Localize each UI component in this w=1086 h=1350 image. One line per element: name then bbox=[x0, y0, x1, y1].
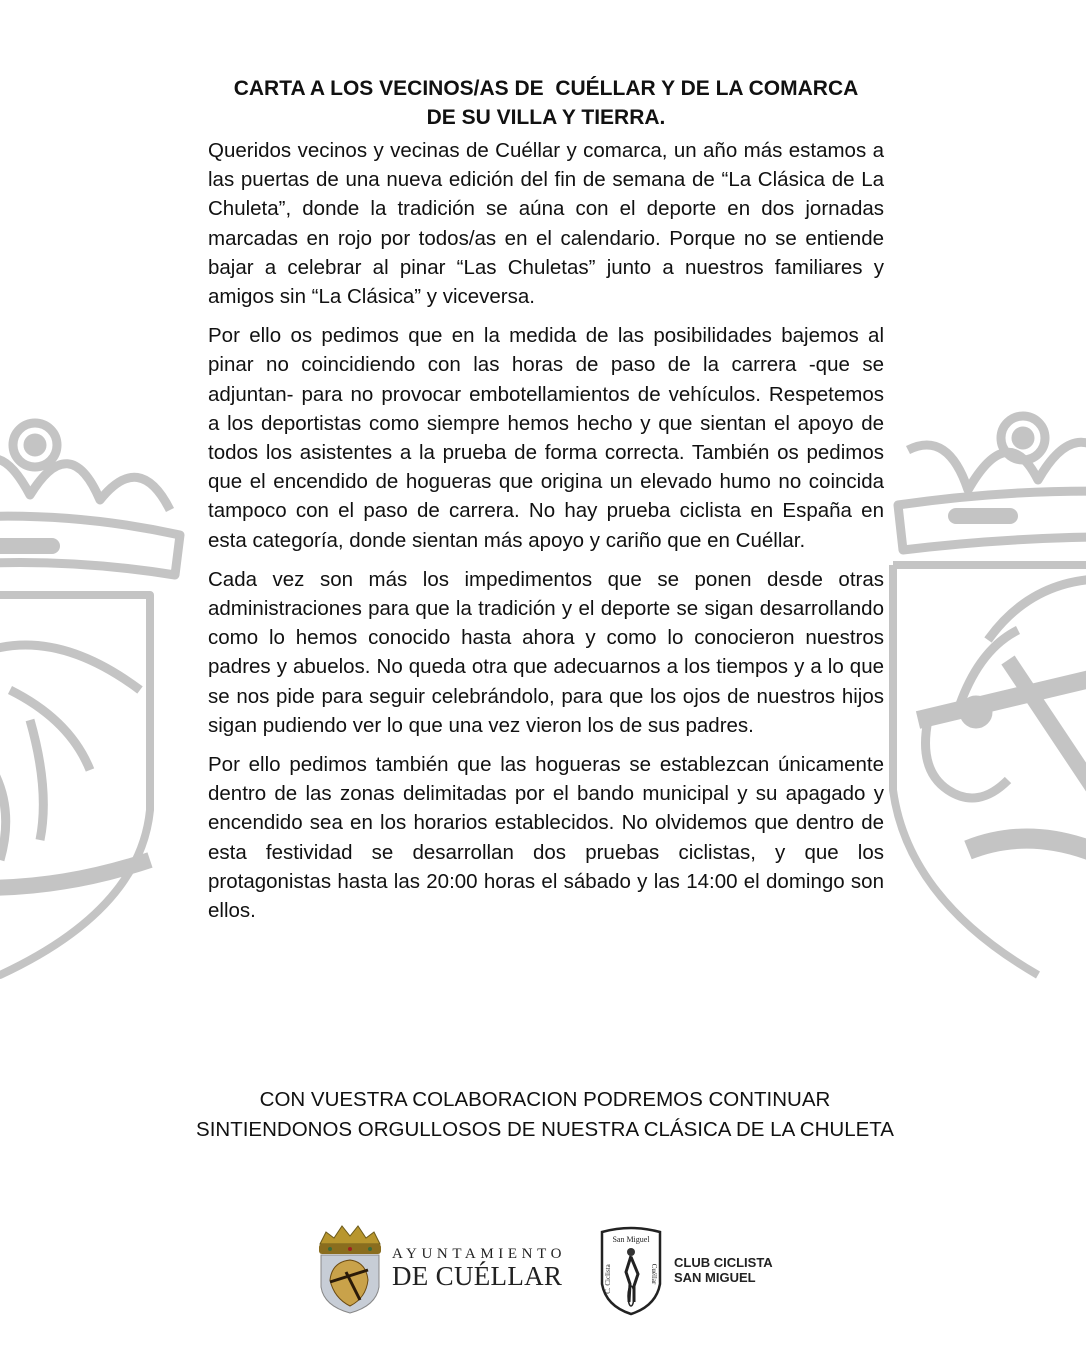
ayuntamiento-logo bbox=[316, 1222, 566, 1314]
badge-left-text: C. Ciclista bbox=[604, 1264, 612, 1294]
paragraph-bonfires: Por ello pedimos también que las hogueras se establezcan únicamente dentro de las zonas delimitadas por el bando municipal y su apagado y encendido sea en los horarios establecidos. No olvidemos que dentro de esta festividad se desarrollan dos pruebas ciclistas, y que los protagonistas hasta las 20:00 horas el sábado y las 14:00 el domingo son ellos. bbox=[208, 753, 884, 923]
club-name-line2: SAN MIGUEL bbox=[674, 1270, 756, 1285]
cuellar-crest-icon bbox=[316, 1222, 384, 1314]
badge-top-text: San Miguel bbox=[612, 1235, 650, 1244]
ayuntamiento-label: AYUNTAMIENTO bbox=[392, 1246, 566, 1262]
footer-logos bbox=[0, 1218, 1086, 1318]
letter-title bbox=[198, 74, 894, 132]
paragraph-intro: Queridos vecinos y vecinas de Cuéllar y comarca, un año más estamos a las puertas de una nueva edición del fin de semana de “La Clásica de La Chuleta”, donde la tradición se aúna con el deporte en dos jornadas marcadas en rojo por todos/as en el calendario. Porque no se entiende bajar a celebrar al pinar “Las Chuletas” junto a nuestros familiares y amigos sin “La Clásica” y viceversa. bbox=[208, 139, 884, 309]
club-name-line1: CLUB CICLISTA bbox=[674, 1255, 773, 1270]
cyclist-badge-icon bbox=[596, 1224, 666, 1316]
paragraph-impediments: Cada vez son más los impedimentos que se ponen desde otras administraciones para que la tradición y el deporte se sigan desarrollando como lo hemos conocido hasta ahora y como lo conocieron nuestros padres y abuelos. No queda otra que adecuarnos a los tiempos y a lo que se nos pide para seguir celebrándolo, para que los ojos de nuestros hijos sigan pudiendo ver lo que una vez vieron los de sus padres. bbox=[208, 567, 884, 737]
letter-title-line2: DE SU VILLA Y TIERRA. bbox=[426, 106, 666, 129]
closing-statement: CON VUESTRA COLABORACION PODREMOS CONTINUAR SINTIENDONOS ORGULLOSOS DE NUESTRA CLÁSICA DE LA CHULETA bbox=[196, 1088, 894, 1141]
de-cuellar-label: DE CUÉLLAR bbox=[392, 1261, 563, 1291]
letter-body bbox=[208, 74, 884, 935]
crest-watermark-left bbox=[0, 390, 200, 980]
letter-title-line1: CARTA A LOS VECINOS/AS DE CUÉLLAR Y DE LA COMARCA bbox=[233, 77, 859, 100]
badge-right-text: Cuéllar bbox=[650, 1263, 658, 1285]
crest-watermark-right bbox=[888, 390, 1086, 980]
paragraph-request: Por ello os pedimos que en la medida de las posibilidades bajemos al pinar no coincidiendo con las horas de paso de la carrera -que se adjuntan- para no provocar embotellamientos de vehículos. Respetemos a los deportistas como siempre hemos hecho y que sientan el apoyo de todos los asistentes a la prueba de forma correcta. También os pedimos que el encendido de hogueras que origina un elevado humo no coincida tampoco con el paso de carrera. No hay prueba ciclista en España en esta categoría, donde sientan más apoyo y cariño que en Cuéllar. bbox=[208, 324, 884, 552]
club-ciclista-logo bbox=[596, 1224, 773, 1316]
